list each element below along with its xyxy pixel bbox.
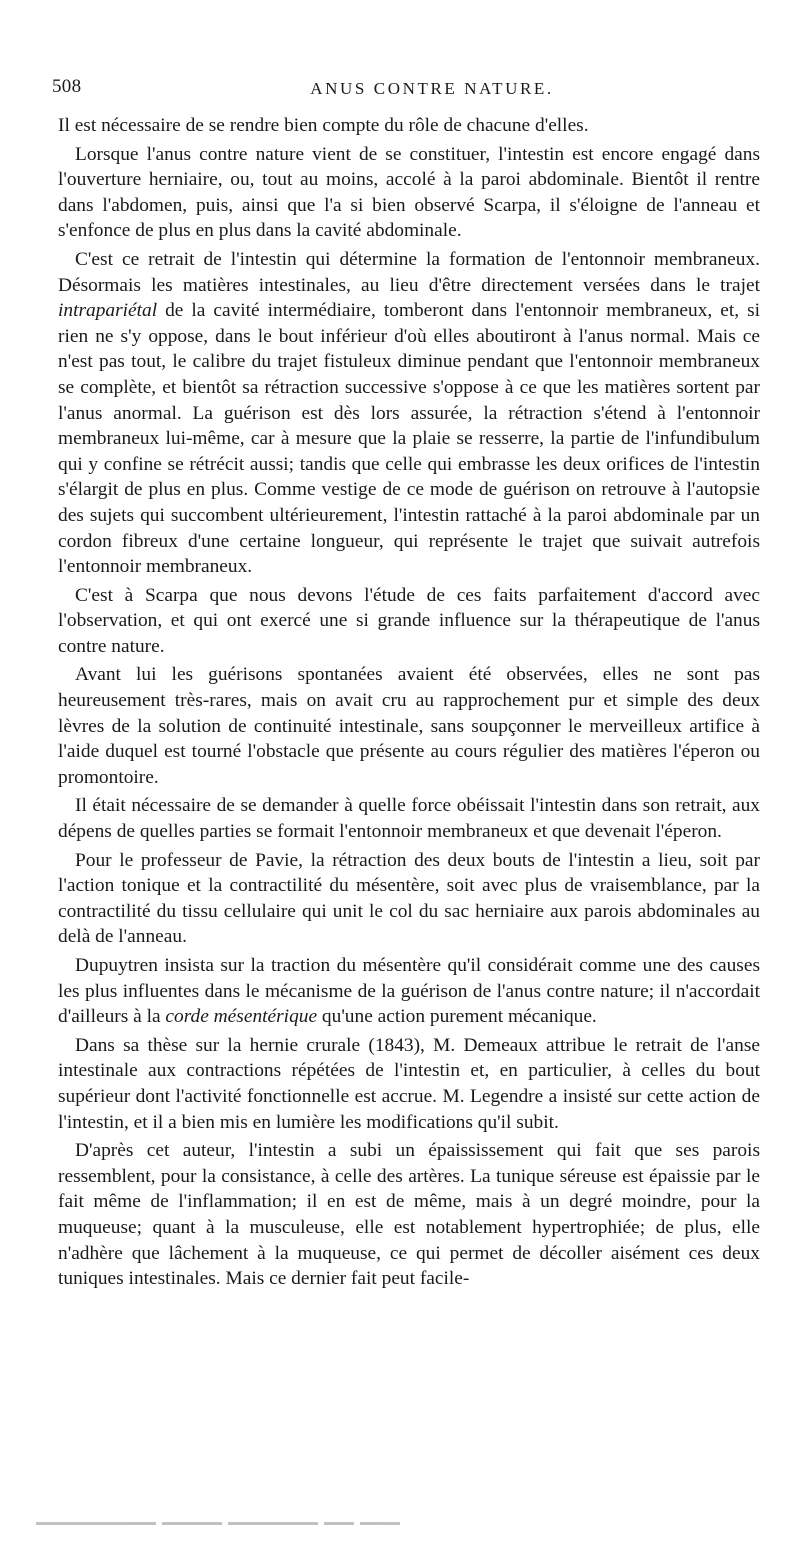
paragraph-2: Lorsque l'anus contre nature vient de se constituer, l'intestin est encore engagé dans l'ouverture herniaire, ou, tout au moins, accolé à la paroi abdominale. Bientôt il rentre dans l'abdomen, puis, ainsi que l'a si bien observé Scarpa, il s'éloigne de l'anneau et s'enfonce de plus en plus dans la cavité abdominale. [58, 143, 760, 242]
paragraph-7: Pour le professeur de Pavie, la rétraction des deux bouts de l'intestin a lieu, soit par l'action tonique et la contractilité du mésentère, soit avec plus de vraisemblance, par la contractilité du tissu cellulaire qui unit le col du sac herniaire aux parois abdominales au delà de l'anneau. [58, 849, 760, 948]
italic-term-corde-mesenterique: corde mésentérique [165, 1006, 318, 1028]
running-title: ANUS CONTRE NATURE. [310, 79, 554, 98]
paragraph-8-text-a: Dupuytren insista sur la traction du mésentère qu'il considérait comme une des causes les plus influentes dans le mécanisme de la guérison de l'anus contre nature; il n'accordait d'ailleurs à la [58, 955, 760, 1028]
paragraph-3 [58, 247, 760, 580]
page-header [52, 76, 752, 112]
paragraph-4: C'est à Scarpa que nous devons l'étude de ces faits parfaitement d'accord avec l'observation, et qui ont exercé une si grande influence sur la thérapeutique de l'anus contre nature. [58, 584, 760, 657]
italic-term-intraparietal: intrapariétal [58, 300, 158, 322]
footer-scan-smudge [36, 1514, 476, 1522]
paragraph-10: D'après cet auteur, l'intestin a subi un épaississement qui fait que ses parois ressemblent, pour la consistance, à celle des artères. La tunique séreuse est épaissie par le fait même de l'inflammation; il en est de même, mais à un degré moindre, pour la muqueuse; quant à la musculeuse, elle est notablement hypertrophiée; de plus, elle n'adhère que lâchement à la muqueuse, ce qui permet de décoller aisément ces deux tuniques intestinales. Mais ce dernier fait peut facile- [58, 1140, 760, 1290]
page-number: 508 [52, 76, 82, 97]
paragraph-9: Dans sa thèse sur la hernie crurale (1843), M. Demeaux attribue le retrait de l'anse intestinale aux contractions répétées de l'intestin et, en particulier, à celles du bout supérieur dont l'activité fonctionnelle est accrue. M. Legendre a insisté sur cette action de l'intestin, et il a bien mis en lumière les modifications qu'il subit. [58, 1034, 760, 1133]
paragraph-8 [58, 953, 760, 1030]
paragraph-3-text-b: de la cavité intermédiaire, tomberont dans l'entonnoir membraneux, et, si rien ne s'y oppose, dans le bout inférieur d'où elles aboutiront à l'anus normal. Mais ce n'est pas tout, le calibre du trajet fistuleux diminue pendant que l'entonnoir membraneux se complète, et bientôt sa rétraction successive s'oppose à ce que les matières sortent par l'anus anormal. La guérison est dès lors assurée, la rétraction s'étend à l'entonnoir membraneux lui-même, car à mesure que la plaie se resserre, la partie de l'infundibulum qui y confine se rétrécit aussi; tandis que celle qui embrasse les deux orifices de l'intestin s'élargit de plus en plus. Comme vestige de ce mode de guérison on retrouve à l'autopsie des sujets qui succombent ultérieurement, l'intestin rattaché à la paroi abdominale par un cordon fibreux d'une certaine longueur, qui représente le trajet que suivait autrefois l'entonnoir membraneux. [58, 300, 760, 578]
paragraph-1: Il est nécessaire de se rendre bien compte du rôle de chacune d'elles. [58, 115, 589, 136]
paragraph-3-text-a: C'est ce retrait de l'intestin qui détermine la formation de l'entonnoir membraneux. Désormais les matières intestinales, au lieu d'être directement versées dans le trajet [58, 248, 760, 296]
body-text [58, 113, 760, 1295]
paragraph-8-text-b: qu'une action purement mécanique. [317, 1006, 597, 1028]
paragraph-5: Avant lui les guérisons spontanées avaient été observées, elles ne sont pas heureusement très-rares, mais on avait cru au rapprochement pur et simple des deux lèvres de la solution de continuité intestinale, sans soupçonner le merveilleux artifice à l'aide duquel est tourné l'obstacle que présente au cours régulier des matières l'éperon ou promontoire. [58, 664, 760, 788]
paragraph-6: Il était nécessaire de se demander à quelle force obéissait l'intestin dans son retrait, aux dépens de quelles parties se formait l'entonnoir membraneux et que devenait l'éperon. [58, 795, 760, 843]
